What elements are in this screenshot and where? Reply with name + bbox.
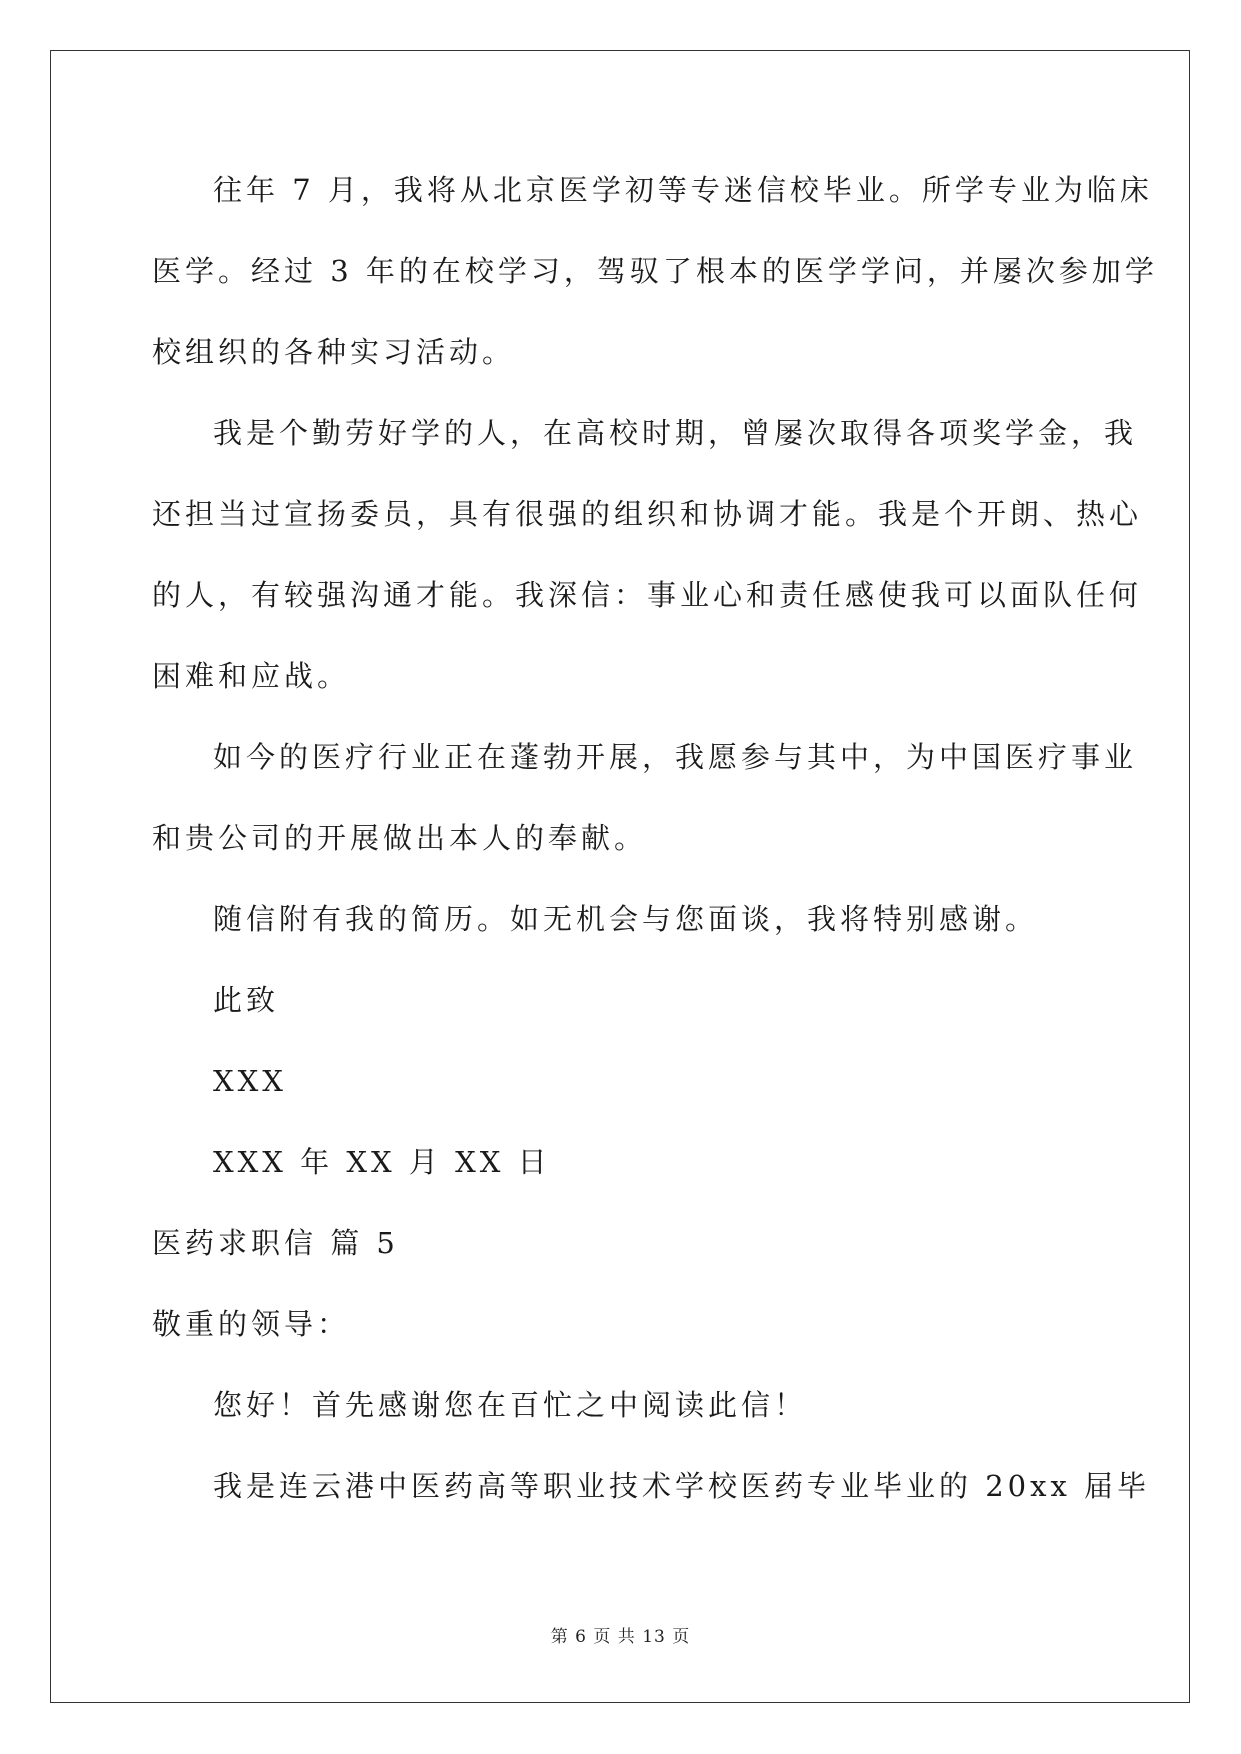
text-line: 医学。经过 3 年的在校学习，驾驭了根本的医学学问，并屡次参加学	[152, 254, 1158, 288]
signature-name: XXX	[213, 1064, 287, 1098]
closing-salutation: 此致	[213, 983, 280, 1017]
text-line: 还担当过宣扬委员，具有很强的组织和协调才能。我是个开朗、热心	[152, 497, 1143, 531]
letter-greeting: 敬重的领导：	[152, 1307, 351, 1341]
document-body	[152, 162, 1158, 1539]
text-line: 您好！首先感谢您在百忙之中阅读此信！	[213, 1388, 808, 1422]
text-line: 如今的医疗行业正在蓬勃开展，我愿参与其中，为中国医疗事业	[213, 740, 1138, 774]
signature-date: XXX 年 XX 月 XX 日	[213, 1145, 551, 1179]
text-line: 我是个勤劳好学的人，在高校时期，曾屡次取得各项奖学金，我	[213, 416, 1138, 450]
page-number-footer: 第 6 页 共 13 页	[550, 1627, 691, 1647]
text-line: 往年 7 月，我将从北京医学初等专迷信校毕业。所学专业为临床	[213, 173, 1153, 207]
text-line: 我是连云港中医药高等职业技术学校医药专业毕业的 20xx 届毕	[213, 1469, 1151, 1503]
text-line: 和贵公司的开展做出本人的奉献。	[152, 821, 648, 855]
text-line: 随信附有我的简历。如无机会与您面谈，我将特别感谢。	[213, 902, 1039, 936]
text-line: 困难和应战。	[152, 659, 351, 693]
text-line: 校组织的各种实习活动。	[152, 335, 516, 369]
section-heading: 医药求职信 篇 5	[152, 1226, 399, 1260]
text-line: 的人，有较强沟通才能。我深信：事业心和责任感使我可以面队任何	[152, 578, 1143, 612]
